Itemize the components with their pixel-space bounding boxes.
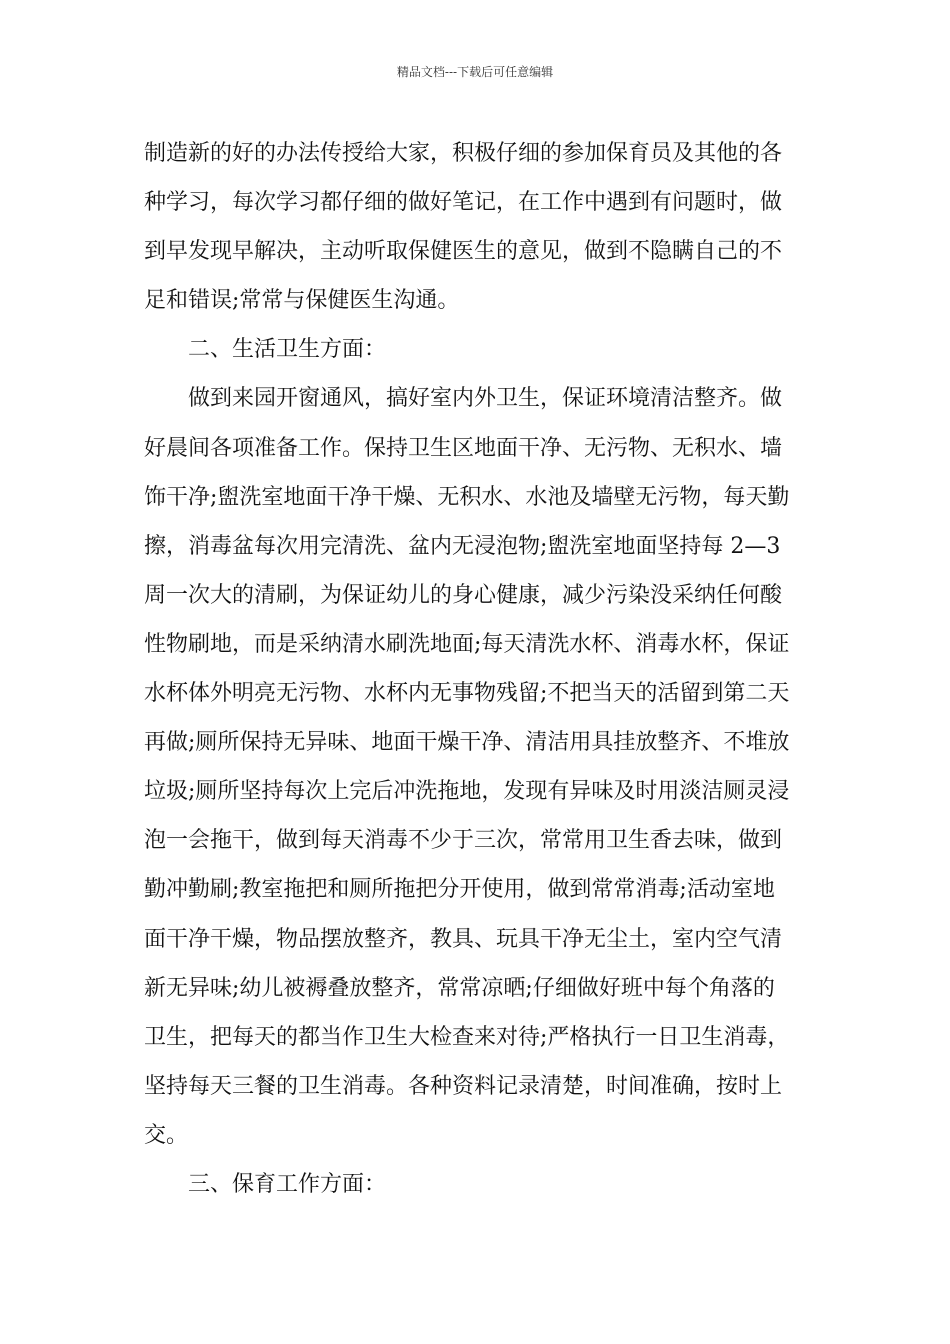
text-line: 泡一会拖干，做到每天消毒不少于三次，常常用卫生香去味，做到 — [144, 828, 783, 854]
text-line: 新无异味;幼儿被褥叠放整齐，常常凉晒;仔细做好班中每个角落的 — [144, 975, 775, 1001]
text-line: 好晨间各项准备工作。保持卫生区地面干净、无污物、无积水、墙 — [144, 435, 783, 461]
text-line: 制造新的好的办法传授给大家，积极仔细的参加保育员及其他的各 — [144, 141, 783, 166]
section-heading: 三、保育工作方面： — [144, 1171, 387, 1197]
text-line: 饰干净;盥洗室地面干净干燥、无积水、水池及墙壁无污物，每天勤 — [144, 484, 790, 510]
page-header: 精品文档---下载后可任意编辑 — [396, 65, 554, 79]
text-line: 垃圾;厕所坚持每次上完后冲洗拖地，发现有异味及时用淡洁厕灵浸 — [144, 779, 790, 805]
text-line: 性物刷地，而是采纳清水刷洗地面;每天清洗水杯、消毒水杯，保证 — [144, 631, 790, 657]
document-body — [144, 129, 808, 1209]
text-line: 足和错误;常常与保健医生沟通。 — [144, 288, 460, 314]
text-line: 种学习，每次学习都仔细的做好笔记，在工作中遇到有问题时，做 — [144, 190, 783, 216]
text-line: 擦，消毒盆每次用完清洗、盆内无浸泡物;盥洗室地面坚持每 2—3 — [144, 533, 781, 559]
text-line: 水杯体外明亮无污物、水杯内无事物残留;不把当天的活留到第二天 — [144, 681, 790, 707]
text-line: 再做;厕所保持无异味、地面干燥干净、清洁用具挂放整齐、不堆放 — [144, 730, 790, 756]
text-line: 到早发现早解决，主动听取保健医生的意见，做到不隐瞒自己的不 — [144, 239, 783, 265]
text-line: 坚持每天三餐的卫生消毒。各种资料记录清楚，时间准确，按时上 — [144, 1073, 783, 1099]
text-line: 交。 — [144, 1122, 189, 1148]
text-line: 做到来园开窗通风，搞好室内外卫生，保证环境清洁整齐。做 — [144, 386, 783, 412]
text-line: 卫生，把每天的都当作卫生大检查来对待;严格执行一日卫生消毒， — [144, 1024, 790, 1050]
text-line: 周一次大的清刷，为保证幼儿的身心健康，减少污染没采纳任何酸 — [144, 582, 783, 608]
section-heading: 二、生活卫生方面： — [144, 337, 387, 363]
text-line: 面干净干燥，物品摆放整齐，教具、玩具干净无尘土，室内空气清 — [144, 926, 783, 952]
text-line: 勤冲勤刷;教室拖把和厕所拖把分开使用，做到常常消毒;活动室地 — [144, 877, 775, 903]
